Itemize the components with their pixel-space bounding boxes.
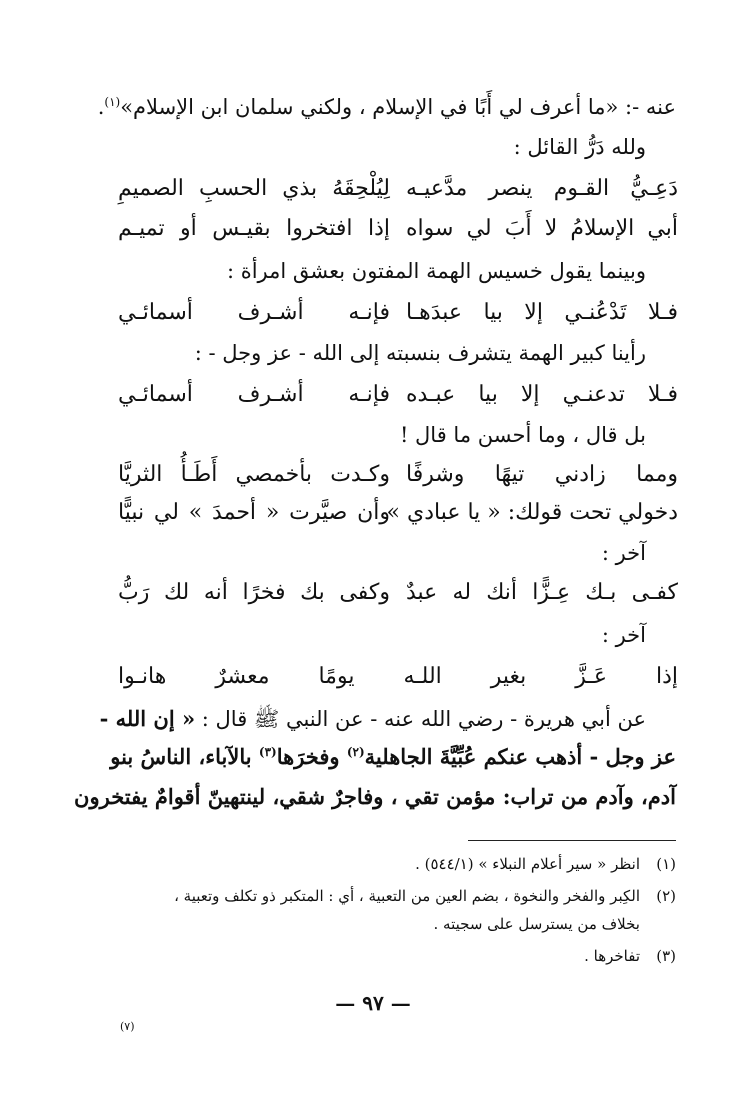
text-line-18: آدم، وآدم من تراب: مؤمن تقي ، وفاجرٌ شقي، لينتهينّ أقوامٌ يفتخرون	[74, 784, 676, 809]
text-line-7: رأينا كبير الهمة يتشرف بنسبته إلى الله - عز وجل - :	[194, 341, 646, 365]
verse-5-second-hemistich: وكـدت بأخمصي أَطَـأُ الثريَّا	[118, 462, 390, 487]
footnote-3	[118, 944, 676, 968]
verse-6	[118, 496, 678, 530]
verse-3-first-hemistich: فـلا تَدْعُنـي إلا بيا عبدَهـا	[406, 300, 678, 325]
verse-3-second-hemistich: فإنـه أشـرف أسمائـي	[118, 300, 390, 325]
text-line-2: ولله دَرُّ القائل :	[513, 135, 646, 159]
verse-4-first-hemistich: فـلا تدعنـي إلا بيا عبـده	[406, 382, 678, 407]
footnote-2-text: الكِبر والفخر والنخوة ، بضم العين من التعبية ، أي : المتكبر ذو تكلف وتعبية ،	[174, 887, 640, 905]
hadith-opening: « إن الله -	[99, 706, 196, 731]
text-line-17: عز وجل - أذهب عنكم عُبِّيَّةَ الجاهلية$^{(٢)}$ وفخرَها$^{(٣)}$ بالآباء، الناسُ بنو	[110, 744, 676, 769]
verse-7	[118, 576, 678, 610]
verse-6-first-hemistich: دخولي تحت قولك: « يا عبادي »	[386, 500, 678, 525]
verse-3	[118, 296, 678, 330]
signature-mark: (٧)	[120, 1020, 135, 1033]
text-line-1: عنه -: «ما أعرف لي أَبًا في الإسلام ، ولكني سلمان ابن الإسلام»$^{(١)}$.	[97, 95, 676, 119]
page-number: — ٩٧ —	[335, 991, 411, 1015]
footnote-2	[118, 884, 676, 908]
verse-6-second-hemistich: وأن صيَّرت « أحمدَ » لي نبيًّا	[118, 500, 390, 525]
footnote-1-number: (١)	[656, 855, 676, 873]
verse-2-first-hemistich: أبي الإسلامُ لا أَبَ لي سواه	[406, 216, 678, 241]
verse-1-first-hemistich: دَعِـيُّ القـوم ينصر مدَّعيـه	[406, 176, 678, 201]
footnote-ref-1: (١)	[104, 95, 121, 109]
footnote-3-number: (٣)	[656, 947, 676, 965]
verse-4	[118, 378, 678, 412]
footnote-ref-3: (٣)	[258, 745, 277, 759]
verse-8	[118, 660, 678, 694]
text-line-5: وبينما يقول خسيس الهمة المفتون بعشق امرأة :	[226, 259, 646, 283]
footnote-2-number: (٢)	[656, 887, 676, 905]
verse-5-first-hemistich: ومما زادني تيهًا وشرفًا	[406, 462, 678, 487]
footnote-1-text: انظر « سير أعلام النبلاء » (٥٤٤/١) .	[415, 855, 640, 873]
text-line-12: آخر :	[601, 541, 646, 565]
footnote-divider	[468, 840, 676, 841]
footnote-3-text: تفاخرها .	[584, 947, 640, 965]
verse-7-first-hemistich: كفـى بـك عِـزًّا أنك له عبدٌ	[406, 580, 678, 605]
verse-2-second-hemistich: إذا افتخروا بقيـس أو تميـم	[118, 216, 390, 241]
verse-7-second-hemistich: وكفى بك فخرًا أنه لك رَبُّ	[118, 580, 390, 605]
text-line-9: بل قال ، وما أحسن ما قال !	[399, 423, 646, 447]
text-line-14: آخر :	[601, 623, 646, 647]
verse-5	[118, 458, 678, 492]
verse-2	[118, 212, 678, 246]
verse-1-second-hemistich: لِيُلْحِقَهُ بذي الحسبِ الصميمِ	[118, 176, 390, 201]
verse-4-second-hemistich: فإنـه أشـرف أسمائـي	[118, 382, 390, 407]
verse-1	[118, 172, 678, 206]
text-line-16: عن أبي هريرة - رضي الله عنه - عن النبي ﷺ قال : « إن الله -	[99, 706, 646, 731]
footnote-ref-2: (٢)	[346, 745, 365, 759]
verse-8-line: إذا عَـزَّ بغير اللـه يومًا معشرٌ هانـوا	[118, 664, 678, 689]
footnote-1	[118, 852, 676, 876]
footnote-2-continuation: بخلاف من يسترسل على سجيته .	[433, 915, 640, 933]
